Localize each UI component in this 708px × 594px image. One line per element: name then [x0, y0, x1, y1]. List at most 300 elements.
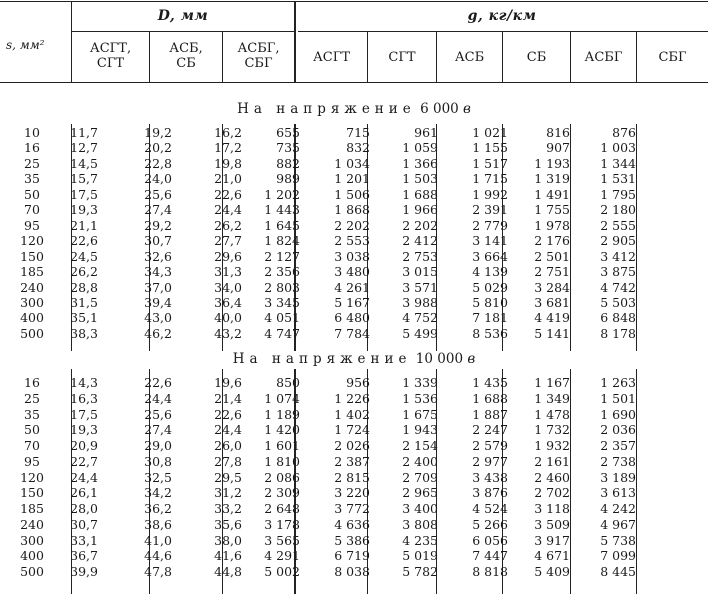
table-cell: 5 019	[402, 548, 438, 564]
header-group-rule-d	[72, 31, 295, 32]
table-cell: 3 565	[264, 532, 300, 548]
table-cell: 11,7	[70, 125, 98, 140]
cross-section-cell: 120	[20, 469, 44, 485]
table-cell: 3 988	[402, 294, 438, 310]
cross-section-cell: 120	[20, 233, 44, 249]
table-cell: 1 202	[264, 186, 300, 202]
table-row	[0, 126, 708, 139]
table-cell: 2 965	[402, 485, 438, 501]
table-cell: 8 818	[472, 564, 508, 579]
table-cell: 3 189	[600, 469, 636, 485]
table-cell: 14,5	[70, 155, 98, 171]
table-cell: 3 345	[264, 294, 300, 310]
table-cell: 22,6	[144, 375, 172, 390]
table-cell: 1 491	[534, 186, 570, 202]
table-cell: 4 419	[534, 310, 570, 326]
table-cell: 3 178	[264, 516, 300, 532]
cross-section-cell: 400	[20, 310, 44, 326]
table-cell: 30,7	[70, 516, 98, 532]
table-cell: 28,0	[70, 501, 98, 516]
table-cell: 1 155	[472, 140, 508, 156]
table-cell: 2 127	[264, 248, 300, 264]
table-cell: 2 648	[264, 501, 300, 516]
table-cell: 44,8	[214, 564, 242, 579]
table-cell: 1 517	[472, 155, 508, 171]
table-cell: 34,0	[214, 279, 242, 295]
table-cell: 2 751	[534, 264, 570, 280]
g-col-header: АСБ	[454, 50, 485, 65]
table-cell: 8 536	[472, 325, 508, 341]
table-cell: 3 015	[402, 264, 438, 280]
table-cell: 17,2	[214, 140, 242, 156]
table-cell: 24,0	[144, 171, 172, 187]
table-cell: 1 810	[264, 453, 300, 469]
table-cell: 8 178	[600, 325, 636, 341]
table-cell: 1 420	[264, 422, 300, 438]
table-cell: 715	[346, 125, 370, 140]
cross-section-cell: 240	[20, 279, 44, 295]
table-cell: 4 752	[402, 310, 438, 326]
cross-section-cell: 25	[24, 390, 40, 406]
table-cell: 38,3	[70, 325, 98, 341]
table-cell: 2 779	[472, 217, 508, 233]
table-cell: 1 478	[534, 406, 570, 422]
table-cell: 4 261	[334, 279, 370, 295]
table-cell: 1 688	[402, 186, 438, 202]
table-cell: 3 480	[334, 264, 370, 280]
table-cell: 6 056	[472, 532, 508, 548]
table-cell: 19,3	[70, 202, 98, 218]
table-row	[0, 203, 708, 216]
table-cell: 1 675	[402, 406, 438, 422]
g-col-header: СБГ	[658, 50, 687, 65]
table-cell: 39,4	[144, 294, 172, 310]
table-cell: 1 435	[472, 375, 508, 390]
table-cell: 1 021	[472, 125, 508, 140]
table-cell: 2 176	[534, 233, 570, 249]
table-cell: 41,6	[214, 548, 242, 564]
table-cell: 4 139	[472, 264, 508, 280]
table-cell: 25,6	[144, 406, 172, 422]
cross-section-cell: 35	[24, 171, 40, 187]
table-row	[0, 549, 708, 562]
table-cell: 6 719	[334, 548, 370, 564]
cross-section-cell: 150	[20, 485, 44, 501]
table-cell: 3 772	[334, 501, 370, 516]
table-row	[0, 486, 708, 499]
table-cell: 3 400	[402, 501, 438, 516]
table-cell: 3 876	[472, 485, 508, 501]
table-cell: 22,8	[144, 155, 172, 171]
table-cell: 1 501	[600, 390, 636, 406]
table-cell: 5 409	[534, 564, 570, 579]
table-cell: 1 531	[600, 171, 636, 187]
table-cell: 21,4	[214, 390, 242, 406]
table-cell: 2 357	[600, 438, 636, 453]
d-col-header-line: АСБГ,	[237, 41, 280, 56]
table-cell: 2 803	[264, 279, 300, 295]
d-col-header	[150, 41, 222, 71]
section-title-6000	[0, 101, 708, 119]
d-col-header-line: СБГ	[244, 56, 273, 71]
table-cell: 4 671	[534, 548, 570, 564]
table-cell: 1 339	[402, 375, 438, 390]
table-cell: 3 509	[534, 516, 570, 532]
section-voltage: 10 000	[415, 351, 464, 367]
d-col-header-line: АСБ,	[169, 41, 203, 56]
table-cell: 1 189	[264, 406, 300, 422]
table-cell: 38,6	[144, 516, 172, 532]
table-cell: 2 309	[264, 485, 300, 501]
table-cell: 3 613	[600, 485, 636, 501]
table-cell: 26,2	[214, 217, 242, 233]
table-row	[0, 157, 708, 170]
table-cell: 24,4	[144, 390, 172, 406]
table-cell: 832	[346, 140, 370, 156]
g-col-header: СБ	[526, 50, 547, 65]
table-cell: 7 447	[472, 548, 508, 564]
cross-section-cell: 300	[20, 294, 44, 310]
table-cell: 1 074	[264, 390, 300, 406]
table-cell: 1 536	[402, 390, 438, 406]
table-cell: 36,7	[70, 548, 98, 564]
table-cell: 1 319	[534, 171, 570, 187]
table-cell: 850	[276, 375, 300, 390]
d-col-header	[223, 41, 294, 71]
table-row	[0, 250, 708, 263]
table-row	[0, 423, 708, 436]
table-cell: 1 690	[600, 406, 636, 422]
table-cell: 5 029	[472, 279, 508, 295]
table-cell: 2 579	[472, 438, 508, 453]
table-cell: 4 051	[264, 310, 300, 326]
table-cell: 6 848	[600, 310, 636, 326]
table-cell: 1 193	[534, 155, 570, 171]
table-cell: 41,0	[144, 532, 172, 548]
table-cell: 3 571	[402, 279, 438, 295]
table-cell: 33,1	[70, 532, 98, 548]
table-cell: 4 235	[402, 532, 438, 548]
table-cell: 3 118	[534, 501, 570, 516]
table-cell: 1 868	[334, 202, 370, 218]
group-header-weight: g, кг/км	[467, 8, 537, 24]
table-cell: 3 875	[600, 264, 636, 280]
cross-section-cell: 95	[24, 217, 40, 233]
table-row	[0, 408, 708, 421]
table-cell: 3 038	[334, 248, 370, 264]
table-cell: 36,4	[214, 294, 242, 310]
table-cell: 15,7	[70, 171, 98, 187]
table-cell: 2 553	[334, 233, 370, 249]
table-cell: 35,1	[70, 310, 98, 326]
table-cell: 2 709	[402, 469, 438, 485]
cross-section-cell: 185	[20, 264, 44, 280]
table-cell: 14,3	[70, 375, 98, 390]
table-cell: 3 438	[472, 469, 508, 485]
table-cell: 25,6	[144, 186, 172, 202]
table-cell: 2 202	[402, 217, 438, 233]
table-cell: 2 555	[600, 217, 636, 233]
table-cell: 4 242	[600, 501, 636, 516]
cross-section-cell: 500	[20, 325, 44, 341]
table-cell: 5 503	[600, 294, 636, 310]
table-row	[0, 311, 708, 324]
table-cell: 29,0	[144, 438, 172, 453]
table-cell: 1 966	[402, 202, 438, 218]
table-cell: 1 506	[334, 186, 370, 202]
section-unit: в	[467, 351, 476, 367]
table-cell: 5 002	[264, 564, 300, 579]
table-cell: 2 391	[472, 202, 508, 218]
cross-section-cell: 185	[20, 501, 44, 516]
table-cell: 19,3	[70, 422, 98, 438]
table-row	[0, 502, 708, 515]
table-cell: 24,5	[70, 248, 98, 264]
cross-section-cell: 50	[24, 422, 40, 438]
table-cell: 1 349	[534, 390, 570, 406]
table-row	[0, 327, 708, 340]
table-cell: 1 201	[334, 171, 370, 187]
table-cell: 5 167	[334, 294, 370, 310]
table-row	[0, 518, 708, 531]
table-cell: 5 386	[334, 532, 370, 548]
table-cell: 8 445	[600, 564, 636, 579]
section-unit: в	[463, 101, 471, 117]
table-cell: 27,7	[214, 233, 242, 249]
stub-header: s, мм²	[6, 38, 45, 52]
table-cell: 47,8	[144, 564, 172, 579]
table-cell: 27,4	[144, 202, 172, 218]
table-cell: 2 161	[534, 453, 570, 469]
table-row	[0, 281, 708, 294]
table-cell: 5 738	[600, 532, 636, 548]
table-cell: 36,2	[144, 501, 172, 516]
table-cell: 876	[612, 125, 636, 140]
table-cell: 1 601	[264, 438, 300, 453]
table-cell: 2 738	[600, 453, 636, 469]
table-cell: 1 344	[600, 155, 636, 171]
table-cell: 1 226	[334, 390, 370, 406]
table-cell: 46,2	[144, 325, 172, 341]
table-cell: 2 702	[534, 485, 570, 501]
table-cell: 7 181	[472, 310, 508, 326]
table-cell: 19,2	[144, 125, 172, 140]
table-cell: 907	[546, 140, 570, 156]
table-cell: 4 524	[472, 501, 508, 516]
d-col-header-line: СГТ	[96, 56, 125, 71]
table-cell: 1 167	[534, 375, 570, 390]
table-row	[0, 172, 708, 185]
table-cell: 3 681	[534, 294, 570, 310]
table-cell: 40,0	[214, 310, 242, 326]
cross-section-cell: 25	[24, 155, 40, 171]
table-row	[0, 296, 708, 309]
table-cell: 29,5	[214, 469, 242, 485]
table-cell: 816	[546, 125, 570, 140]
header-bottom-rule	[0, 82, 708, 83]
table-cell: 1 003	[600, 140, 636, 156]
table-cell: 2 753	[402, 248, 438, 264]
table-cell: 1 645	[264, 217, 300, 233]
table-cell: 43,0	[144, 310, 172, 326]
table-cell: 2 460	[534, 469, 570, 485]
cross-section-cell: 240	[20, 516, 44, 532]
table-cell: 1 443	[264, 202, 300, 218]
table-cell: 32,5	[144, 469, 172, 485]
table-cell: 4 967	[600, 516, 636, 532]
table-cell: 19,6	[214, 375, 242, 390]
table-cell: 24,4	[214, 422, 242, 438]
table-cell: 22,6	[214, 406, 242, 422]
table-cell: 1 932	[534, 438, 570, 453]
table-cell: 3 808	[402, 516, 438, 532]
table-cell: 19,8	[214, 155, 242, 171]
table-cell: 1 402	[334, 406, 370, 422]
table-cell: 31,5	[70, 294, 98, 310]
table-cell: 31,2	[214, 485, 242, 501]
table-cell: 3 917	[534, 532, 570, 548]
table-cell: 956	[346, 375, 370, 390]
table-cell: 27,8	[214, 453, 242, 469]
table-cell: 28,8	[70, 279, 98, 295]
table-cell: 34,3	[144, 264, 172, 280]
table-cell: 33,2	[214, 501, 242, 516]
table-cell: 29,2	[144, 217, 172, 233]
table-cell: 17,5	[70, 186, 98, 202]
table-cell: 2 977	[472, 453, 508, 469]
table-cell: 20,9	[70, 438, 98, 453]
table-cell: 2 905	[600, 233, 636, 249]
table-cell: 4 747	[264, 325, 300, 341]
g-col-header: АСБГ	[584, 50, 623, 65]
table-cell: 1 887	[472, 406, 508, 422]
group-header-diameter: D, мм	[157, 8, 209, 24]
table-cell: 1 688	[472, 390, 508, 406]
d-col-header-line: АСГТ,	[89, 41, 132, 56]
table-cell: 43,2	[214, 325, 242, 341]
table-cell: 961	[414, 125, 438, 140]
table-cell: 30,8	[144, 453, 172, 469]
table-cell: 35,6	[214, 516, 242, 532]
table-cell: 655	[276, 125, 300, 140]
table-row	[0, 565, 708, 578]
table-cell: 2 180	[600, 202, 636, 218]
section-voltage: 6 000	[420, 101, 459, 117]
table-cell: 29,6	[214, 248, 242, 264]
table-row	[0, 376, 708, 389]
table-cell: 44,6	[144, 548, 172, 564]
header-top-rule	[0, 1, 708, 2]
table-cell: 30,7	[144, 233, 172, 249]
table-cell: 32,6	[144, 248, 172, 264]
table-cell: 1 263	[600, 375, 636, 390]
table-cell: 1 732	[534, 422, 570, 438]
table-cell: 7 784	[334, 325, 370, 341]
table-cell: 1 824	[264, 233, 300, 249]
table-row	[0, 534, 708, 547]
table-cell: 2 026	[334, 438, 370, 453]
cross-section-cell: 150	[20, 248, 44, 264]
table-cell: 8 038	[334, 564, 370, 579]
table-cell: 2 247	[472, 422, 508, 438]
section-title-text: На напряжение	[237, 101, 416, 117]
d-col-header	[72, 41, 149, 71]
cross-section-cell: 500	[20, 564, 44, 579]
cross-section-cell: 70	[24, 438, 40, 453]
table-cell: 3 220	[334, 485, 370, 501]
table-cell: 3 284	[534, 279, 570, 295]
table-cell: 4 291	[264, 548, 300, 564]
table-row	[0, 219, 708, 232]
table-cell: 2 412	[402, 233, 438, 249]
table-cell: 1 034	[334, 155, 370, 171]
table-cell: 2 501	[534, 248, 570, 264]
section-title-text: На напряжение	[232, 351, 412, 367]
cross-section-cell: 10	[24, 125, 40, 140]
table-cell: 1 992	[472, 186, 508, 202]
table-cell: 1 059	[402, 140, 438, 156]
cross-section-cell: 50	[24, 186, 40, 202]
header-group-rule-g	[298, 31, 708, 32]
table-cell: 22,7	[70, 453, 98, 469]
table-cell: 1 943	[402, 422, 438, 438]
section-title-10000	[0, 351, 708, 369]
table-cell: 24,4	[214, 202, 242, 218]
table-cell: 1 755	[534, 202, 570, 218]
table-cell: 16,2	[214, 125, 242, 140]
d-col-header-line: СБ	[176, 56, 196, 71]
table-cell: 27,4	[144, 422, 172, 438]
table-cell: 26,2	[70, 264, 98, 280]
table-cell: 1 715	[472, 171, 508, 187]
table-row	[0, 392, 708, 405]
table-cell: 5 141	[534, 325, 570, 341]
table-cell: 5 782	[402, 564, 438, 579]
table-cell: 2 036	[600, 422, 636, 438]
table-cell: 4 636	[334, 516, 370, 532]
table-cell: 2 387	[334, 453, 370, 469]
table-cell: 3 412	[600, 248, 636, 264]
table-row	[0, 265, 708, 278]
table-cell: 26,0	[214, 438, 242, 453]
table-cell: 2 202	[334, 217, 370, 233]
table-cell: 1 366	[402, 155, 438, 171]
cross-section-cell: 16	[24, 140, 40, 156]
table-cell: 20,2	[144, 140, 172, 156]
cross-section-cell: 300	[20, 532, 44, 548]
table-cell: 39,9	[70, 564, 98, 579]
table-cell: 989	[276, 171, 300, 187]
table-row	[0, 234, 708, 247]
table-cell: 17,5	[70, 406, 98, 422]
table-cell: 16,3	[70, 390, 98, 406]
table-cell: 2 815	[334, 469, 370, 485]
table-cell: 1 503	[402, 171, 438, 187]
table-cell: 1 724	[334, 422, 370, 438]
table-cell: 5 266	[472, 516, 508, 532]
table-cell: 5 499	[402, 325, 438, 341]
table-row	[0, 141, 708, 154]
cross-section-cell: 70	[24, 202, 40, 218]
table-row	[0, 188, 708, 201]
table-cell: 3 141	[472, 233, 508, 249]
table-row	[0, 439, 708, 452]
table-cell: 5 810	[472, 294, 508, 310]
table-cell: 1 795	[600, 186, 636, 202]
table-cell: 34,2	[144, 485, 172, 501]
g-col-header: СГТ	[388, 50, 416, 65]
table-cell: 7 099	[600, 548, 636, 564]
